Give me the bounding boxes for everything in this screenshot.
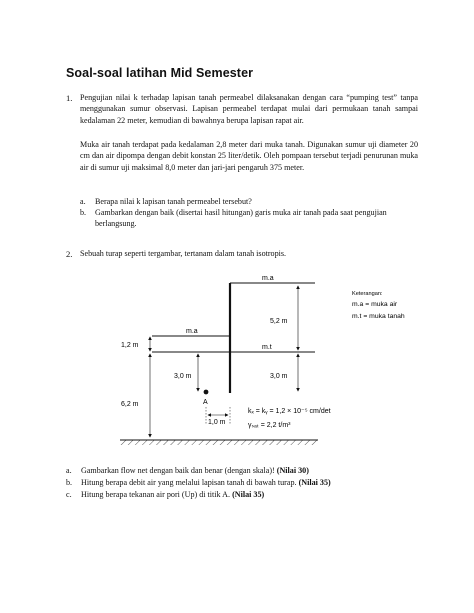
item-score: (Nilai 35): [298, 478, 331, 487]
dim-10-label: 1,0 m: [208, 419, 226, 426]
question-2-item-c: [66, 489, 426, 501]
item-label: b.: [80, 208, 87, 217]
point-a-label: A: [203, 399, 208, 406]
dim-30-left-label: 3,0 m: [174, 373, 192, 380]
impermeable-hatch: [120, 440, 318, 445]
question-2-number: 2.: [66, 249, 73, 259]
item-text: Hitung berapa tekanan air pori (Up) di titik A.: [81, 490, 231, 499]
item-label: b.: [66, 478, 73, 487]
question-1-paragraph-1: Pengujian nilai k terhadap lapisan tanah permeabel dilaksanakan dengan cara “pumping test” tanpa menggunakan sumur observasi. Lapisan permeabel terdapat mulai dari permukaan tanah sampai kedalaman 22 meter, kemudian di bawahnya berupa lapisan rapat air.: [80, 93, 418, 125]
item-score: (Nilai 30): [276, 466, 309, 475]
item-text: Berapa nilai k lapisan tanah permeabel tersebut?: [95, 197, 252, 206]
dim-62-label: 6,2 m: [121, 401, 139, 408]
dim-12-label: 1,2 m: [121, 342, 139, 349]
question-1-number: 1.: [66, 93, 73, 103]
label-mt: m.t: [262, 344, 272, 351]
legend-item-mt: m.t = muka tanah: [352, 313, 405, 320]
point-a: [204, 390, 209, 395]
label-ma-left: m.a: [186, 328, 198, 335]
item-text: Hitung berapa debit air yang melalui lapisan tanah di bawah turap.: [81, 478, 297, 487]
legend-item-ma: m.a = muka air: [352, 301, 398, 308]
item-label: a.: [80, 197, 86, 206]
legend-title: Keterangan:: [352, 291, 383, 297]
label-ma-top: m.a: [262, 275, 274, 282]
question-2-intro: Sebuah turap seperti tergambar, tertanam dalam tanah isotropis.: [80, 249, 287, 258]
gamma-formula: γₛₐₜ = 2,2 t/m³: [248, 422, 291, 429]
question-1-paragraph-2: Muka air tanah terdapat pada kedalaman 2,8 meter dari muka tanah. Digunakan sumur uji diameter 20 cm dan air dipompa dengan debit konstan 25 liter/detik. Oleh pompaan tersebut terjadi penurunan muka air di sumur uji maksimal 8,0 meter dan jari-jari pengaruh 375 meter.: [80, 140, 418, 172]
dim-52-label: 5,2 m: [270, 318, 288, 325]
item-text: Gambarkan flow net dengan baik dan benar (dengan skala)!: [81, 466, 275, 475]
item-label: a.: [66, 466, 72, 475]
item-score: (Nilai 35): [232, 490, 265, 499]
item-text: Gambarkan dengan baik (disertai hasil hitungan) garis muka air tanah pada saat pengujian berlangsung.: [95, 208, 387, 229]
page-title: Soal-soal latihan Mid Semester: [66, 66, 254, 80]
item-label: c.: [66, 490, 72, 499]
question-2-item-a: [66, 465, 426, 477]
dim-30-right-label: 3,0 m: [270, 373, 288, 380]
question-2-item-b: [66, 477, 426, 489]
k-formula: kₓ = kᵧ = 1,2 × 10⁻⁵ cm/det: [248, 408, 331, 415]
